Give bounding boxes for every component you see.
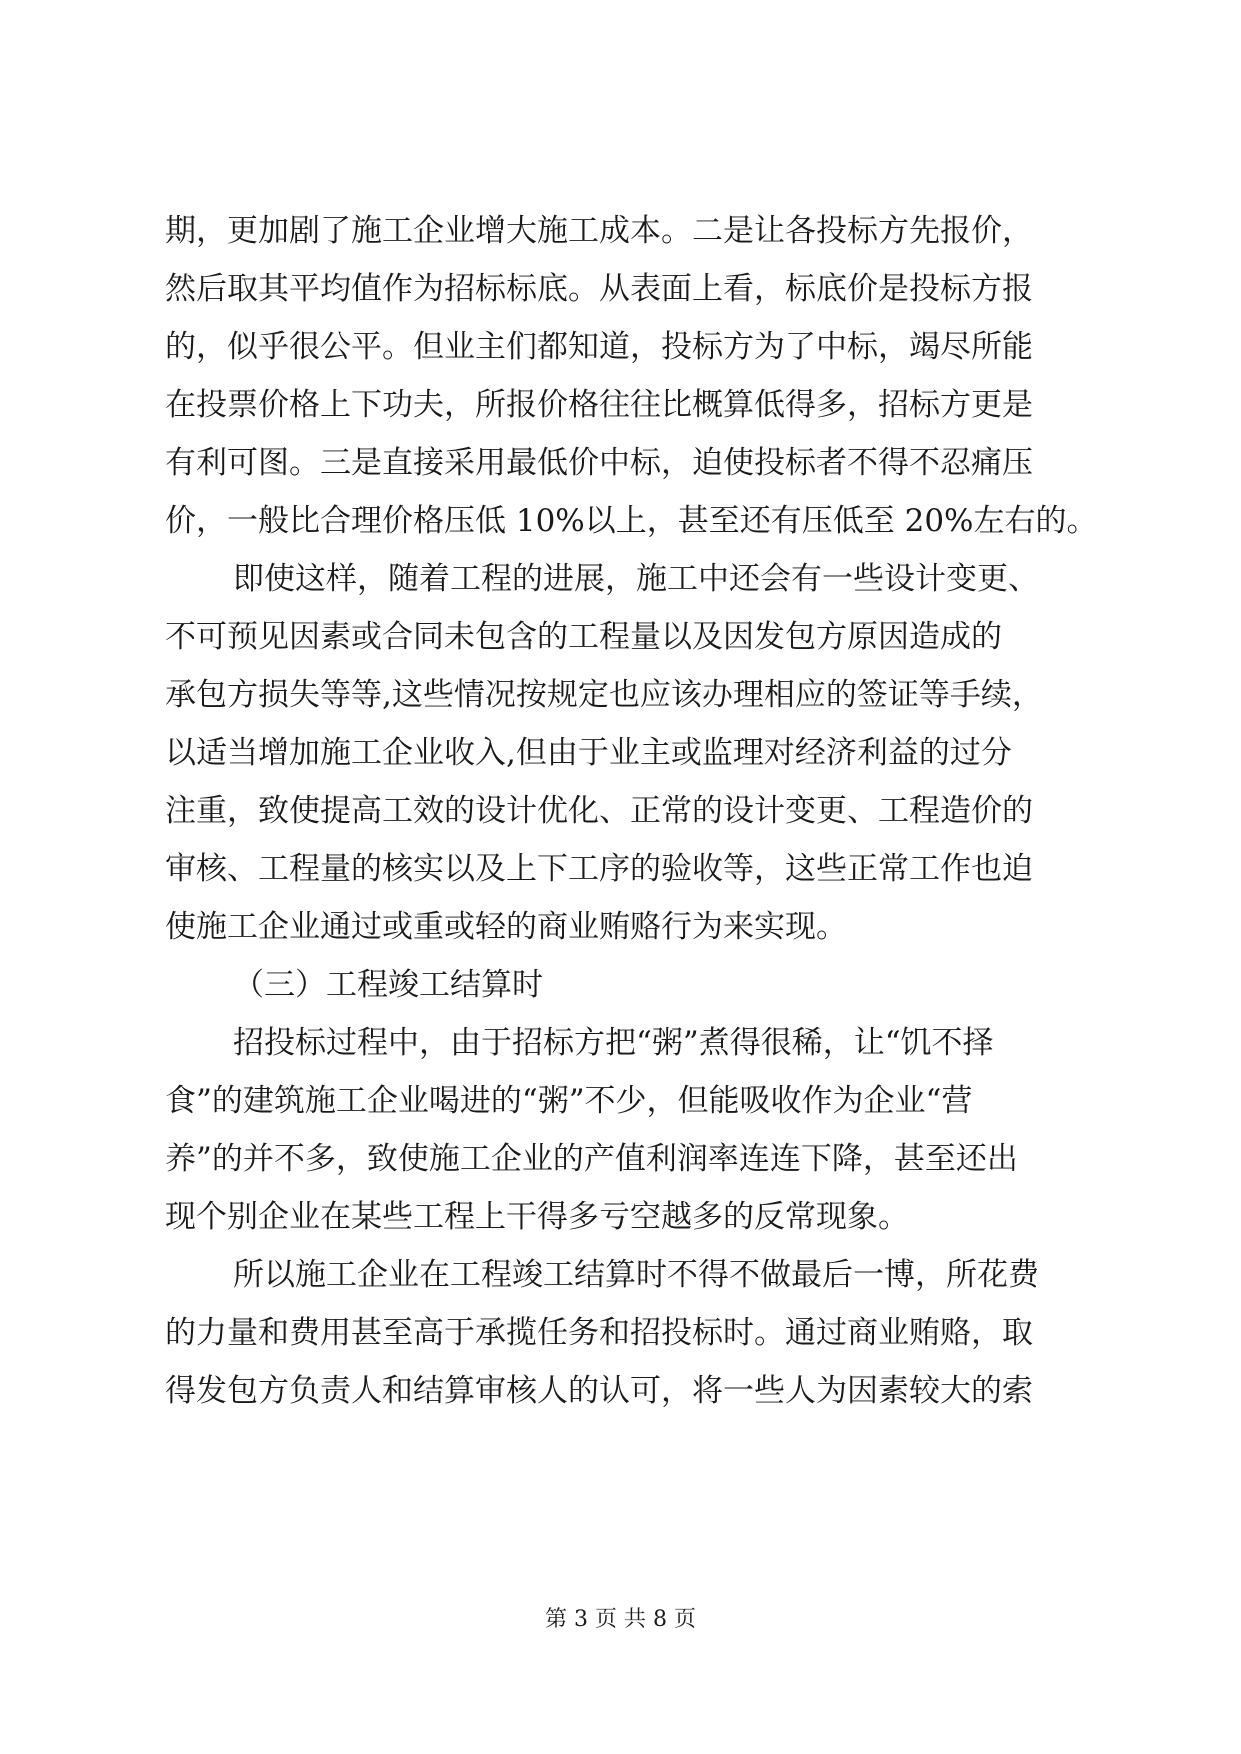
paragraph-line: 的，似乎很公平。但业主们都知道，投标方为了中标，竭尽所能	[165, 329, 1033, 365]
paragraph-line: 即使这样，随着工程的进展，施工中还会有一些设计变更、	[233, 561, 1039, 597]
paragraph-line: 所以施工企业在工程竣工结算时不得不做最后一博，所花费	[233, 1257, 1039, 1293]
paragraph-line: 有利可图。三是直接采用最低价中标，迫使投标者不得不忍痛压	[165, 445, 1033, 481]
paragraph-line: 价，一般比合理价格压低 10%以上，甚至还有压低至 20%左右的。	[165, 503, 1098, 539]
paragraph-line: 招投标过程中，由于招标方把“粥”煮得很稀，让“饥不择	[233, 1025, 994, 1061]
page-number-footer: 第 3 页 共 8 页	[545, 1607, 696, 1632]
paragraph-line: 的力量和费用甚至高于承揽任务和招投标时。通过商业贿赂，取	[165, 1315, 1033, 1351]
paragraph-line: 使施工企业通过或重或轻的商业贿赂行为来实现。	[165, 909, 847, 945]
paragraph-line: 得发包方负责人和结算审核人的认可，将一些人为因素较大的索	[165, 1373, 1033, 1409]
paragraph-line: 现个别企业在某些工程上干得多亏空越多的反常现象。	[165, 1199, 909, 1235]
paragraph-line: 承包方损失等等,这些情况按规定也应该办理相应的签证等手续，	[165, 677, 1043, 713]
paragraph-line: 以适当增加施工企业收入,但由于业主或监理对经济利益的过分	[165, 735, 1012, 771]
paragraph-line: 然后取其平均值作为招标标底。从表面上看，标底价是投标方报	[165, 271, 1033, 307]
section-heading: （三）工程竣工结算时	[233, 967, 543, 1003]
paragraph-line: 期，更加剧了施工企业增大施工成本。二是让各投标方先报价，	[165, 213, 1033, 249]
paragraph-line: 养”的并不多，致使施工企业的产值利润率连连下降，甚至还出	[165, 1141, 1018, 1177]
paragraph-line: 审核、工程量的核实以及上下工序的验收等，这些正常工作也迫	[165, 851, 1033, 887]
paragraph-line: 注重，致使提高工效的设计优化、正常的设计变更、工程造价的	[165, 793, 1033, 829]
paragraph-line: 食”的建筑施工企业喝进的“粥”不少，但能吸收作为企业“营	[165, 1083, 973, 1119]
paragraph-line: 在投票价格上下功夫，所报价格往往比概算低得多，招标方更是	[165, 387, 1033, 423]
paragraph-line: 不可预见因素或合同未包含的工程量以及因发包方原因造成的	[165, 619, 1002, 655]
